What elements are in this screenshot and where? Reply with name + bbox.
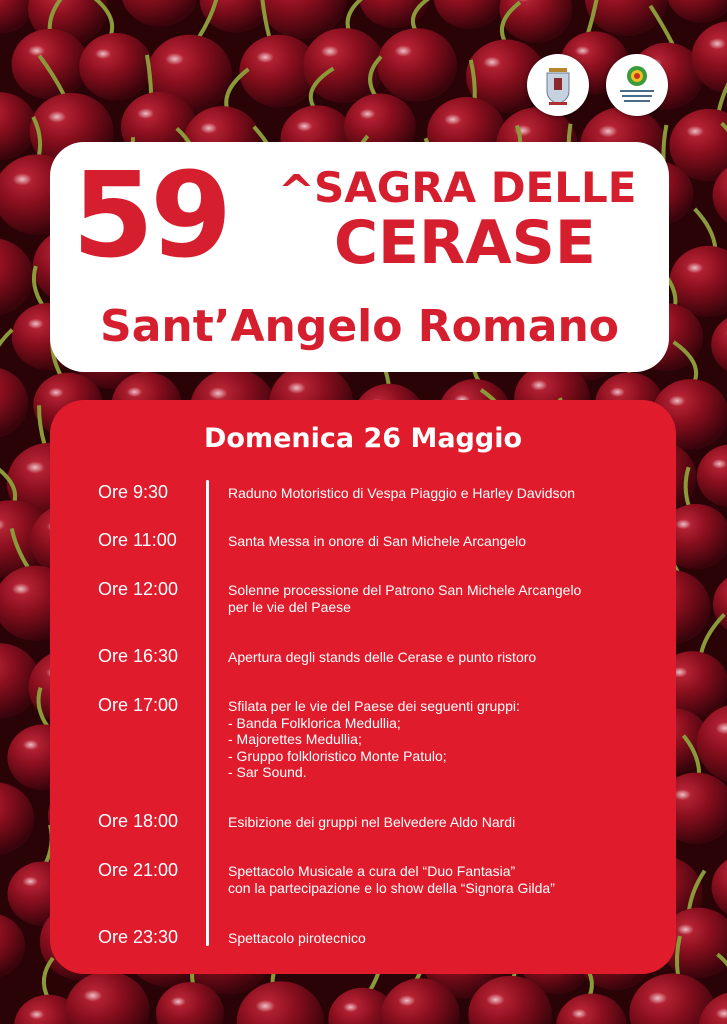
cherry-highlight [28, 45, 45, 56]
cherry-highlight [486, 994, 504, 1006]
event-description: Spettacolo pirotecnico [228, 930, 366, 946]
cherry-highlight [12, 583, 30, 594]
cherry-highlight [209, 387, 228, 399]
edition-suffix: ^ [278, 166, 315, 217]
cherry-highlight [28, 319, 44, 329]
cherry [79, 33, 152, 100]
event-description: Sfilata per le vie del Paese dei seguenti gruppi: - Banda Folklorica Medullia; - Majorettes Medullia; - Gruppo folkloristico Monte Patulo; - Sar Sound. [228, 698, 520, 780]
cherry-highlight [48, 388, 63, 398]
event-time: Ore 16:30 [98, 646, 179, 666]
cherry-highlight [648, 992, 667, 1004]
cherry-highlight [571, 1009, 587, 1019]
cherry-highlight [674, 789, 691, 800]
comunita-montana-logo [606, 54, 668, 116]
cherry-highlight [444, 114, 461, 125]
cherry-highlight [712, 459, 727, 469]
event-time: Ore 12:00 [98, 579, 179, 599]
event-time: Ore 21:00 [98, 860, 179, 880]
event-time: Ore 18:00 [98, 811, 179, 831]
event-description: Santa Messa in onore di San Michele Arcangelo [228, 533, 527, 549]
cherry-highlight [165, 53, 184, 65]
festival-title-line2: CERASE [334, 208, 596, 278]
cherry-highlight [296, 121, 312, 131]
festival-title-line1: SAGRA DELLE [314, 163, 637, 212]
event-description: Solenne processione del Patrono San Michele Arcangelo per le vie del Paese [228, 582, 582, 615]
cherry-highlight [360, 109, 376, 119]
event-description: Spettacolo Musicale a cura del “Duo Fantasia” con la partecipazione e lo show della “Signora Gilda” [228, 863, 555, 896]
cherry-highlight [25, 461, 44, 473]
cherry [12, 29, 89, 100]
title-panel [50, 142, 669, 372]
cherry-highlight [669, 396, 686, 407]
cherry-highlight [23, 877, 38, 887]
cherry-highlight [483, 57, 501, 68]
cherry [377, 28, 457, 101]
cherry-highlight [686, 126, 703, 137]
cherry-highlight [256, 1000, 275, 1012]
comune-crest-logo [527, 54, 589, 116]
cherry-highlight [321, 46, 339, 57]
cherry-highlight [610, 387, 625, 397]
cherry-highlight [686, 262, 703, 273]
cherry-highlight [137, 108, 154, 119]
cherry-highlight [599, 125, 618, 137]
cherry-highlight [343, 1002, 358, 1012]
cherry-highlight [95, 49, 111, 59]
program-panel [50, 400, 676, 974]
cherry-highlight [287, 382, 305, 394]
edition-number: 59 [72, 146, 229, 284]
event-time: Ore 11:00 [98, 530, 177, 550]
timeline-divider [206, 480, 209, 946]
cherry-highlight [394, 45, 412, 56]
event-time: Ore 9:30 [98, 482, 169, 502]
cherry-highlight [398, 995, 415, 1006]
comunita-montana-icon [606, 54, 668, 116]
cherry-highlight [13, 173, 32, 185]
cherry-highlight [709, 38, 726, 49]
cherry-highlight [200, 123, 217, 134]
event-time: Ore 23:30 [98, 927, 179, 947]
comune-crest-icon [527, 54, 589, 116]
program-date: Domenica 26 Maggio [203, 423, 523, 454]
cherry-highlight [23, 740, 39, 750]
event-description: Esibizione dei gruppi nel Belvedere Aldo Nardi [228, 814, 516, 830]
cherry-highlight [83, 990, 102, 1002]
cherry-highlight [171, 997, 186, 1007]
town-name: Sant’Angelo Romano [100, 301, 619, 352]
cherry-highlight [48, 111, 66, 123]
cherry-highlight [29, 1010, 44, 1020]
event-description: Apertura degli stands delle Cerase e punto ristoro [228, 649, 537, 665]
cherry-highlight [676, 519, 692, 529]
cherry-highlight [256, 52, 273, 63]
event-time: Ore 17:00 [98, 695, 179, 715]
cherry-highlight [127, 387, 142, 397]
event-description: Raduno Motoristico di Vespa Piaggio e Harley Davidson [228, 485, 576, 501]
cherry-highlight [677, 924, 694, 935]
cherry-highlight [531, 380, 548, 391]
